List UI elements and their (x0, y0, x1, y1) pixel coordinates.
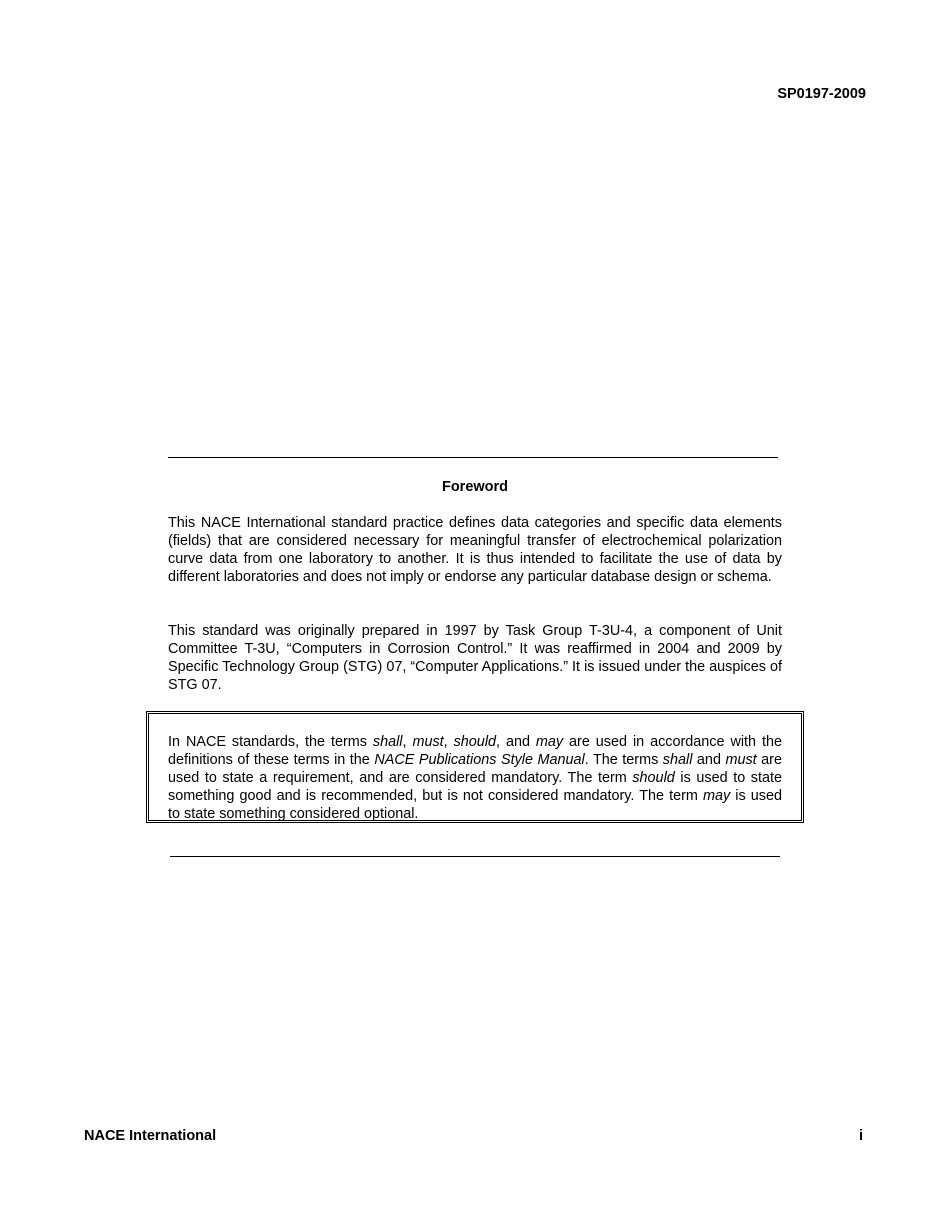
terms-definition-text (168, 733, 782, 823)
footer-organization: NACE International (84, 1128, 217, 1144)
foreword-paragraph-2: This standard was originally prepared in 1997 by Task Group T-3U-4, a component of Unit Committee T-3U, “Computers in Corrosion Control.” It was reaffirmed in 2004 and 2009 by Specific Technology Group (STG) 07, “Computer Applications.” It is issued under the auspices of STG 07. (168, 623, 782, 693)
terms-text-part: and (692, 752, 726, 768)
terms-text-part: are used in accordance with the definitions of these terms in the (168, 734, 782, 768)
bottom-divider (170, 856, 780, 857)
terms-definition-box (146, 711, 804, 823)
footer-page-number: i (858, 1128, 863, 1144)
term-must: must (412, 734, 444, 750)
terms-text-part: is used to state something considered optional. (168, 788, 782, 822)
terms-text-part: , (443, 734, 454, 750)
terms-text-part: In NACE standards, the terms (168, 734, 373, 750)
term-should: should (453, 734, 497, 750)
terms-text-part: is used to state something good and is recommended, but is not considered mandatory. The term (168, 770, 783, 804)
terms-text-part: , and (496, 734, 536, 750)
term-must: must (725, 752, 757, 768)
foreword-heading: Foreword (441, 479, 509, 495)
top-divider (168, 457, 778, 458)
document-number: SP0197-2009 (777, 86, 866, 102)
term-shall: shall (662, 752, 693, 768)
terms-text-part: , (402, 734, 413, 750)
term-may: may (703, 788, 731, 804)
term-should: should (632, 770, 675, 786)
term-shall: shall (372, 734, 403, 750)
term-may: may (535, 734, 564, 750)
terms-text-part: are used to state a requirement, and are considered mandatory. The term (168, 752, 782, 786)
terms-text-part: . The terms (584, 752, 663, 768)
foreword-paragraph-1: This NACE International standard practice defines data categories and specific data elements (fields) that are considered necessary for meaningful transfer of electrochemical polarization curve data from one laboratory to another. It is thus intended to facilitate the use of data by different laboratories and does not imply or endorse any particular database design or schema. (168, 515, 782, 585)
style-manual-title: NACE Publications Style Manual (374, 752, 585, 768)
